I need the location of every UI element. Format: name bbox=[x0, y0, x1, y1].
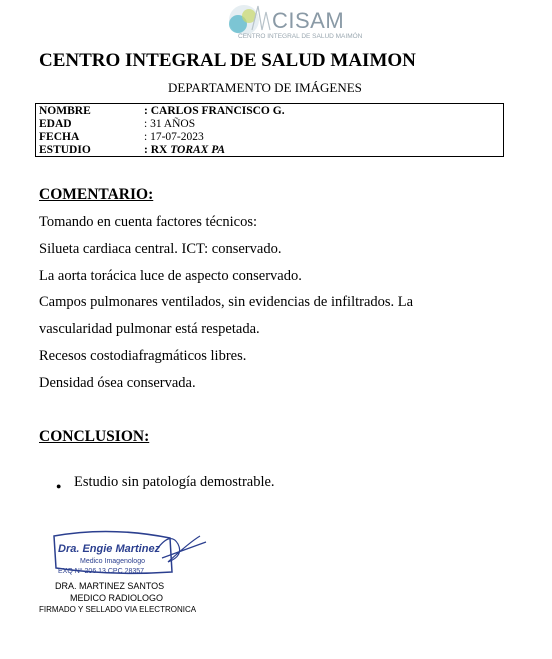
department-title: DEPARTAMENTO DE IMÁGENES bbox=[168, 80, 362, 95]
logo-text: CISAM bbox=[272, 8, 345, 33]
name-label: NOMBRE bbox=[39, 105, 91, 117]
age-label: EDAD bbox=[39, 118, 72, 130]
date-value: : 17-07-2023 bbox=[144, 131, 204, 143]
bullet-icon: ● bbox=[56, 481, 62, 491]
name-value: : CARLOS FRANCISCO G. bbox=[144, 105, 285, 117]
comment-line: Silueta cardiaca central. ICT: conservado. bbox=[39, 241, 282, 257]
comment-line: Densidad ósea conservada. bbox=[39, 375, 196, 391]
conclusion-item: Estudio sin patología demostrable. bbox=[74, 474, 275, 490]
date-label: FECHA bbox=[39, 131, 80, 143]
patient-name-row bbox=[36, 105, 503, 118]
stamp-role: Medico Imagenologo bbox=[80, 558, 145, 565]
signed-note: FIRMADO Y SELLADO VIA ELECTRONICA bbox=[39, 605, 197, 614]
comment-heading: COMENTARIO: bbox=[39, 186, 154, 203]
study-label: ESTUDIO bbox=[39, 144, 91, 156]
patient-info-box bbox=[35, 103, 504, 157]
stamp-seal bbox=[50, 522, 210, 582]
doctor-name: DRA. MARTINEZ SANTOS bbox=[55, 581, 165, 591]
comment-line: Recesos costodiafragmáticos libres. bbox=[39, 348, 247, 364]
comment-line: La aorta torácica luce de aspecto conservado. bbox=[39, 268, 302, 284]
logo-subtitle: CENTRO INTEGRAL DE SALUD MAIMÓN bbox=[238, 33, 363, 40]
patient-age-row bbox=[36, 118, 503, 131]
study-date-row bbox=[36, 131, 503, 144]
study-name: TORAX PA bbox=[170, 144, 226, 156]
comment-line: Campos pulmonares ventilados, sin evidencias de infiltrados. La bbox=[39, 294, 414, 310]
study-prefix: : RX bbox=[144, 144, 171, 156]
stamp-exequatur: EXQ N° 206 13 CPC 28357 bbox=[58, 568, 145, 575]
comment-line: vascularidad pulmonar está respetada. bbox=[39, 321, 260, 337]
study-value bbox=[144, 144, 225, 157]
comment-line: Tomando en cuenta factores técnicos: bbox=[39, 214, 258, 230]
age-value: : 31 AÑOS bbox=[144, 118, 196, 130]
study-type-row bbox=[36, 144, 503, 157]
doctor-role: MEDICO RADIOLOGO bbox=[70, 593, 164, 603]
signature-scribble bbox=[155, 536, 206, 562]
doctor-stamp bbox=[50, 522, 210, 582]
page-title: CENTRO INTEGRAL DE SALUD MAIMON bbox=[39, 50, 416, 71]
conclusion-heading: CONCLUSION: bbox=[39, 428, 150, 445]
stamp-name: Dra. Engie Martinez bbox=[58, 543, 161, 555]
